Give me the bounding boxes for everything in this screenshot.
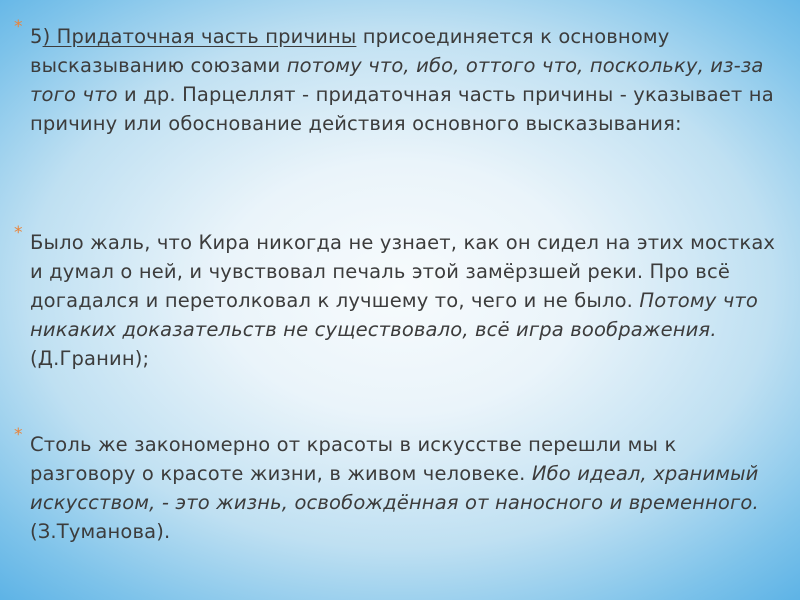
italic-conjunctions: потому что, ибо, оттого что, поскольку, из-за того что	[30, 53, 764, 106]
italic-parcellate: Потому что никаких доказательств не существовало, всё игра воображения.	[30, 288, 759, 341]
bullet-icon: *	[14, 424, 23, 445]
paragraph-example-tumanova	[14, 424, 780, 546]
paragraph-text: присоединяется к основному высказыванию союзами	[30, 24, 670, 77]
paragraph-text: и др. Парцеллят - придаточная часть причины - указывает на причину или обоснование действия основного высказывания:	[30, 82, 774, 135]
italic-parcellate: Ибо идеал, хранимый искусством, - это жизнь, освобождённая от наносного и временного.	[30, 461, 759, 514]
paragraph-text: Было жаль, что Кира никогда не узнает, как он сидел на этих мостках и думал о ней, и чувствовал печаль этой замёрзшей реки. Про всё догадался и перетолковал к лучшему то, чего и не было.	[30, 230, 776, 312]
paragraph-example-granin	[14, 222, 780, 373]
paragraph-number: 5	[30, 24, 43, 48]
paragraph-text: Столь же закономерно от красоты в искусстве перешли мы к разговору о красоте жизни, в живом человеке.	[30, 432, 677, 485]
bullet-icon: *	[14, 16, 23, 37]
paragraph-source: (З.Туманова).	[30, 519, 171, 543]
underlined-heading: ) Придаточная часть причины	[42, 24, 357, 48]
paragraph-cause-clause	[14, 16, 780, 138]
bullet-icon: *	[14, 222, 23, 243]
paragraph-source: (Д.Гранин);	[30, 346, 150, 370]
